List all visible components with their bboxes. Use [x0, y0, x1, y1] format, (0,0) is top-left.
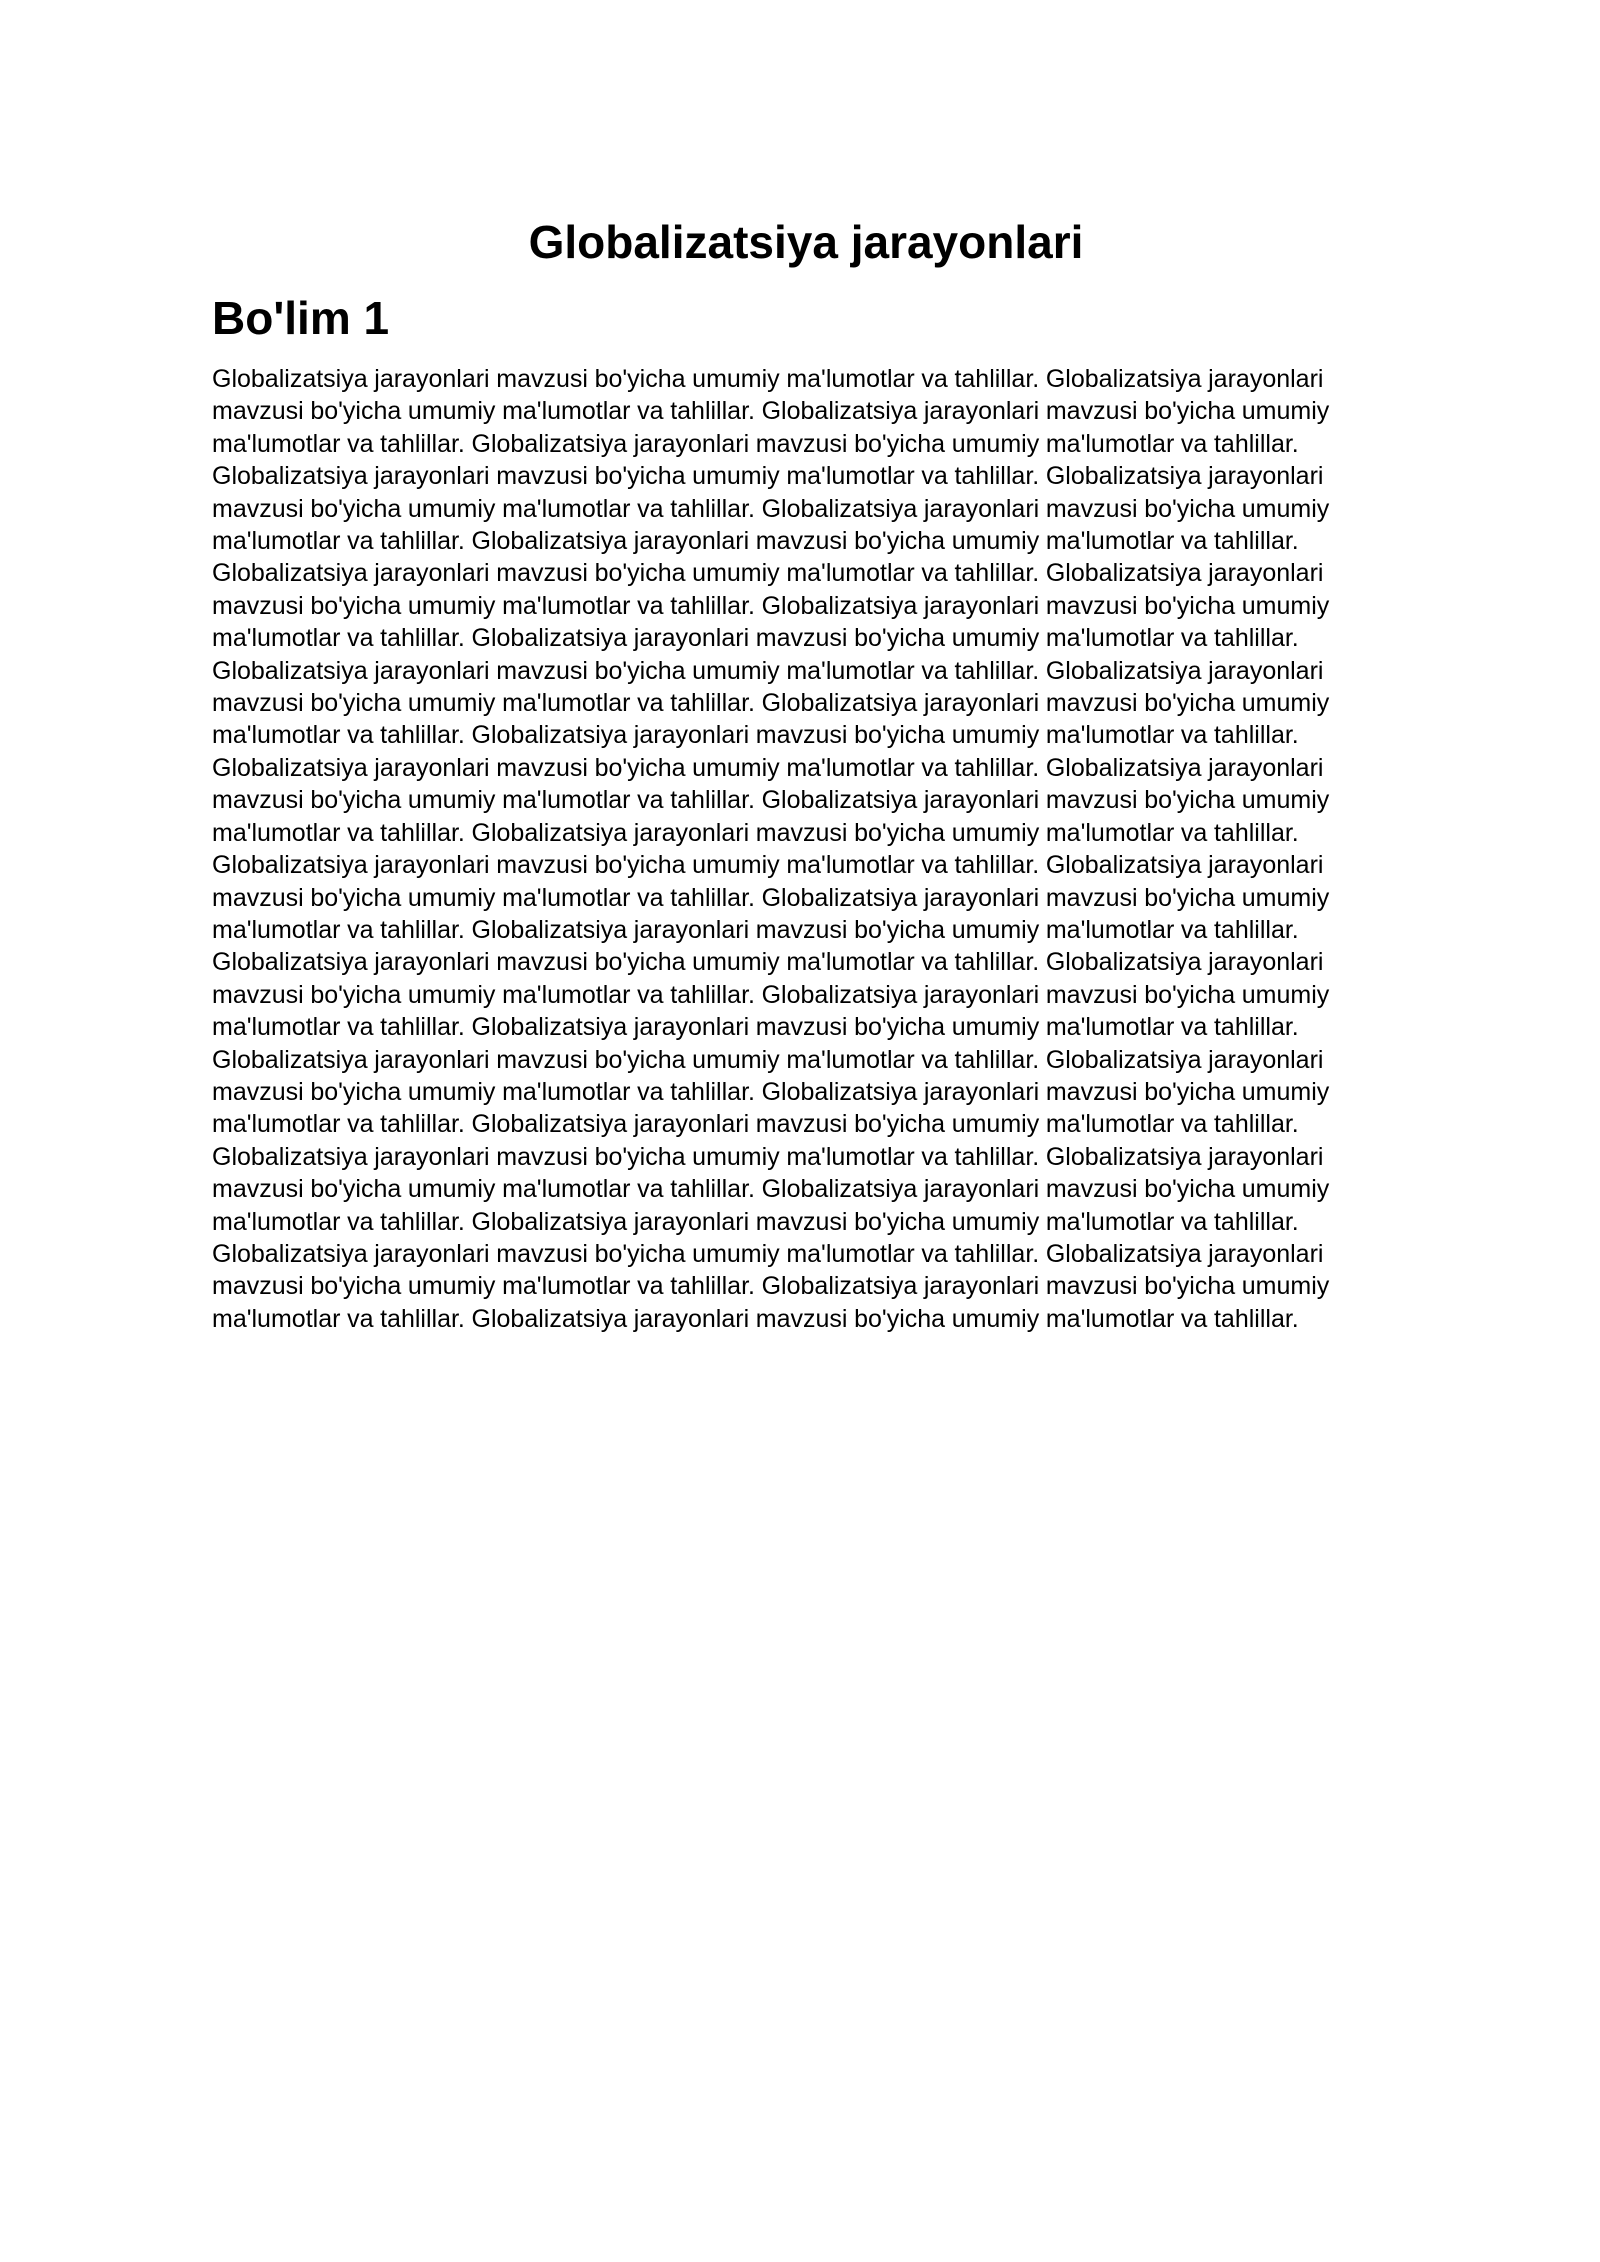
page-title: Globalizatsiya jarayonlari: [528, 216, 1084, 268]
body-paragraph: Globalizatsiya jarayonlari mavzusi bo'yicha umumiy ma'lumotlar va tahlillar. Globalizatsiya jarayonlari mavzusi bo'yicha umumiy ma'lumotlar va tahlillar. Globalizatsiya jarayonlari mavzusi bo'yicha umumiy ma'lumotlar va tahlillar. Globalizatsiya jarayonlari mavzusi bo'yicha umumiy ma'lumotlar va tahlillar. Globalizatsiya jarayonlari mavzusi bo'yicha umumiy ma'lumotlar va tahlillar. Globalizatsiya jarayonlari mavzusi bo'yicha umumiy ma'lumotlar va tahlillar. Globalizatsiya jarayonlari mavzusi bo'yicha umumiy ma'lumotlar va tahlillar. Globalizatsiya jarayonlari mavzusi bo'yicha umumiy ma'lumotlar va tahlillar. Globalizatsiya jarayonlari mavzusi bo'yicha umumiy ma'lumotlar va tahlillar. Globalizatsiya jarayonlari mavzusi bo'yicha umumiy ma'lumotlar va tahlillar. Globalizatsiya jarayonlari mavzusi bo'yicha umumiy ma'lumotlar va tahlillar. Globalizatsiya jarayonlari mavzusi bo'yicha umumiy ma'lumotlar va tahlillar. Globalizatsiya jarayonlari mavzusi bo'yicha umumiy ma'lumotlar va tahlillar. Globalizatsiya jarayonlari mavzusi bo'yicha umumiy ma'lumotlar va tahlillar. Globalizatsiya jarayonlari mavzusi bo'yicha umumiy ma'lumotlar va tahlillar. Globalizatsiya jarayonlari mavzusi bo'yicha umumiy ma'lumotlar va tahlillar. Globalizatsiya jarayonlari mavzusi bo'yicha umumiy ma'lumotlar va tahlillar. Globalizatsiya jarayonlari mavzusi bo'yicha umumiy ma'lumotlar va tahlillar. Globalizatsiya jarayonlari mavzusi bo'yicha umumiy ma'lumotlar va tahlillar. Globalizatsiya jarayonlari mavzusi bo'yicha umumiy ma'lumotlar va tahlillar. Globalizatsiya jarayonlari mavzusi bo'yicha umumiy ma'lumotlar va tahlillar. Globalizatsiya jarayonlari mavzusi bo'yicha umumiy ma'lumotlar va tahlillar. Globalizatsiya jarayonlari mavzusi bo'yicha umumiy ma'lumotlar va tahlillar. Globalizatsiya jarayonlari mavzusi bo'yicha umumiy ma'lumotlar va tahlillar. Globalizatsiya jarayonlari mavzusi bo'yicha umumiy ma'lumotlar va tahlillar. Globalizatsiya jarayonlari mavzusi bo'yicha umumiy ma'lumotlar va tahlillar. Globalizatsiya jarayonlari mavzusi bo'yicha umumiy ma'lumotlar va tahlillar. Globalizatsiya jarayonlari mavzusi bo'yicha umumiy ma'lumotlar va tahlillar. Globalizatsiya jarayonlari mavzusi bo'yicha umumiy ma'lumotlar va tahlillar. Globalizatsiya jarayonlari mavzusi bo'yicha umumiy ma'lumotlar va tahlillar. Globalizatsiya jarayonlari mavzusi bo'yicha umumiy ma'lumotlar va tahlillar. Globalizatsiya jarayonlari mavzusi bo'yicha umumiy ma'lumotlar va tahlillar. Globalizatsiya jarayonlari mavzusi bo'yicha umumiy ma'lumotlar va tahlillar. Globalizatsiya jarayonlari mavzusi bo'yicha umumiy ma'lumotlar va tahlillar. Globalizatsiya jarayonlari mavzusi bo'yicha umumiy ma'lumotlar va tahlillar. Globalizatsiya jarayonlari mavzusi bo'yicha umumiy ma'lumotlar va tahlillar. Globalizatsiya jarayonlari mavzusi bo'yicha umumiy ma'lumotlar va tahlillar. Globalizatsiya jarayonlari mavzusi bo'yicha umumiy ma'lumotlar va tahlillar. Globalizatsiya jarayonlari mavzusi bo'yicha umumiy ma'lumotlar va tahlillar. Globalizatsiya jarayonlari mavzusi bo'yicha umumiy ma'lumotlar va tahlillar.: [212, 365, 1330, 1333]
section-heading: Bo'lim 1: [212, 292, 390, 344]
